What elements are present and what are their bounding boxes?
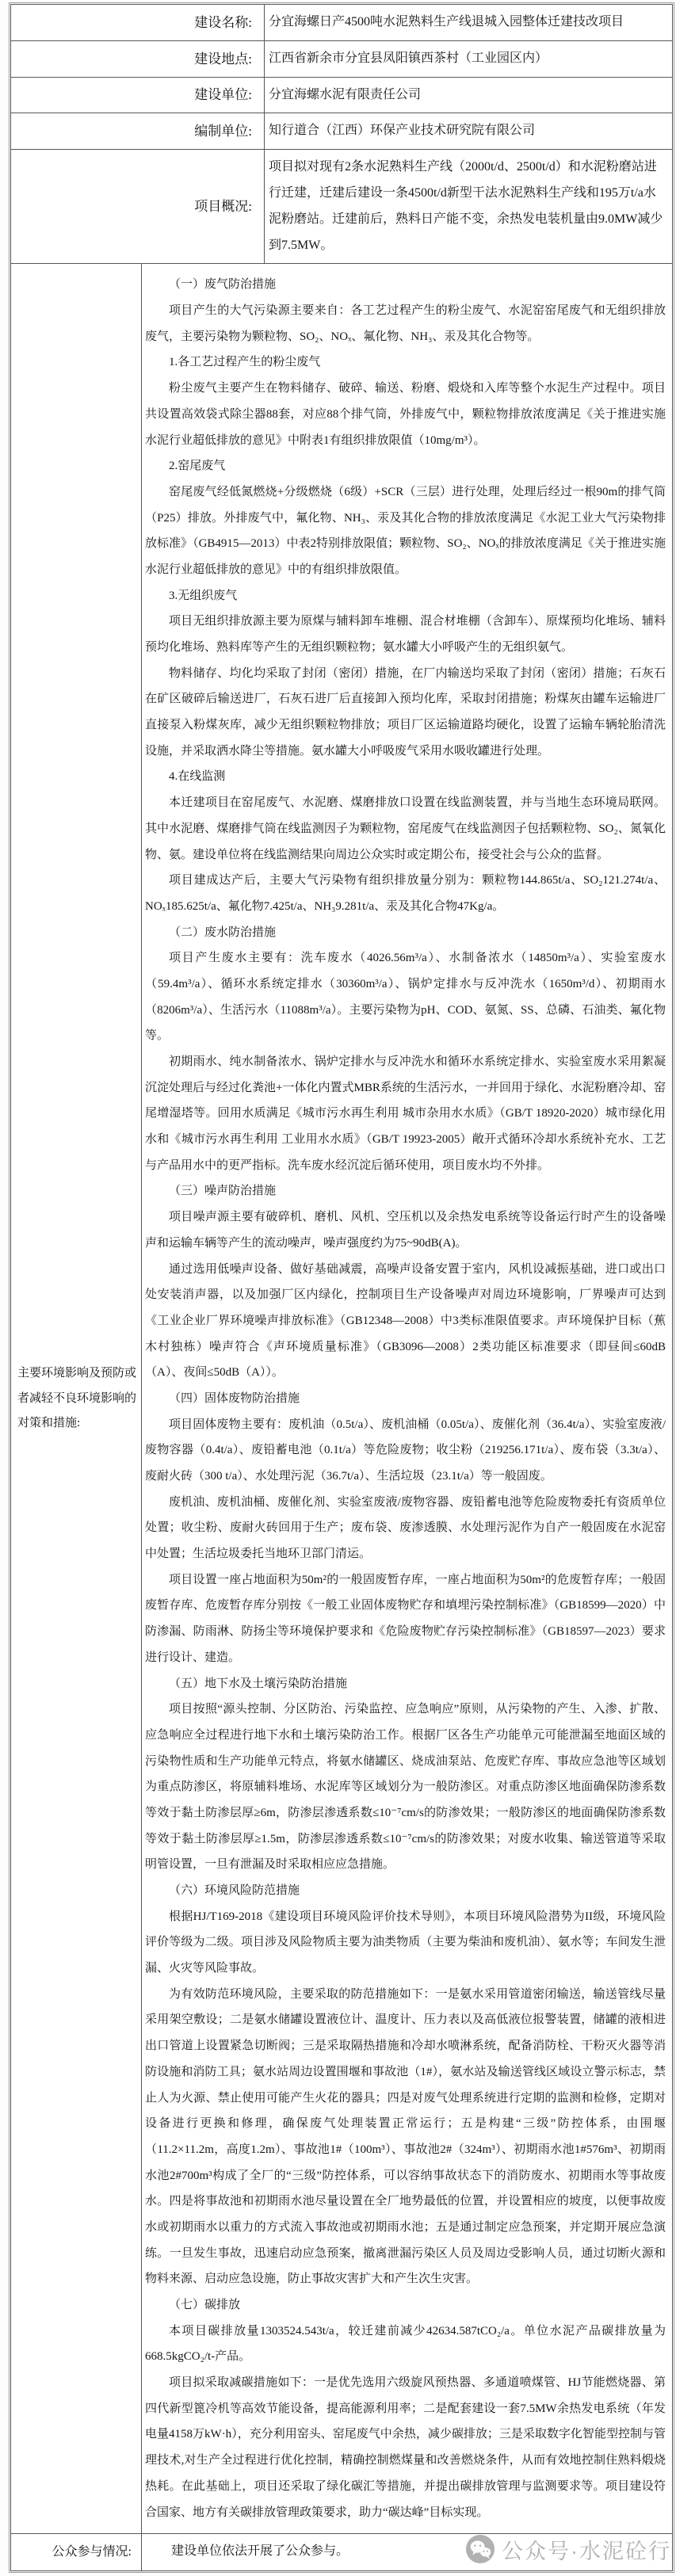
environmental-measures-label: 主要环境影响及预防或者减轻不良环境影响的对策和措施: xyxy=(11,264,142,2533)
measure-paragraph: 4.在线监测 xyxy=(169,770,226,784)
measure-paragraph: 废机油、废机油桶、废催化剂、实验室废液/废物容器、废铅蓄电池等危险废物委托有资质单位处置；收尘粉、废耐火砖回用于生产；废布袋、废渗透膜、水处理污泥作为自产一般固废在水泥窑中处置；生活垃圾委托当地环卫部门清运。 xyxy=(145,1495,666,1561)
measure-paragraph: 本迁建项目在窑尾废气、水泥磨、煤磨排放口设置在线监测装置，并与当地生态环境局联网。其中水泥磨、煤磨排气筒在线监测因子为颗粒物，窑尾废气在线监测因子包括颗粒物、SO₂、氮氧化物、氨。建设单位将在线监测结果向周边公众实时或定期公布，接受社会与公众的监督。 xyxy=(145,796,666,861)
measure-paragraph: 本项目碳排放量1303524.543t/a，较迁建前减少42634.587tCO₂/a。单位水泥产品碳排放量为668.5kgCO₂/t-产品。 xyxy=(145,2324,666,2364)
measure-paragraph: （四）固体废物防治措施 xyxy=(169,1391,300,1405)
construction-unit-value: 分宜海螺水泥有限责任公司 xyxy=(269,87,422,101)
measure-paragraph: 项目按照“源头控制、分区防治、污染监控、应急响应”原则，从污染物的产生、入渗、扩散、应急响应全过程进行地下水和土壤污染防治工作。根据厂区各生产功能单元可能泄漏至地面区域的污染物性质和生产功能单元特点，将氨水储罐区、烧成油泵站、危废贮存库、事故应急池等区域划为重点防渗区，将原辅料堆场、水泥库等区域划分为一般防渗区。对重点防渗区地面确保防渗系数等效于黏土防渗层厚≥6m，防渗层渗透系数≤10⁻⁷cm/s的防渗效果；一般防渗区的地面确保防渗系数等效于黏土防渗层厚≥1.5m，防渗层渗透系数≤10⁻⁷cm/s的防渗效果；对废水收集、输送管道等采取明管设置，一旦有泄漏及时采取相应应急措施。 xyxy=(145,1703,666,1872)
construction-unit-label: 建设单位: xyxy=(11,78,265,113)
eia-announcement-table xyxy=(10,4,673,2571)
measure-paragraph: 项目无组织排放源主要为原煤与辅料卸车堆棚、混合材堆棚（含卸车）、原煤预均化堆场、辅料预均化堆场、熟料库等产生的无组织颗粒物；氨水罐大小呼吸产生的无组织氨气。 xyxy=(145,615,666,654)
row-construction-unit xyxy=(11,78,672,114)
measure-paragraph: （三）噪声防治措施 xyxy=(169,1185,277,1198)
measures-content xyxy=(142,264,672,2533)
project-location-label: 建设地点: xyxy=(11,41,265,77)
measure-paragraph: （二）废水防治措施 xyxy=(169,925,277,939)
measure-paragraph: （七）碳排放 xyxy=(169,2299,241,2311)
measure-paragraph: 项目建成达产后，主要大气污染物有组织排放量分别为：颗粒物144.865t/a、SO₂121.274t/a、NOₓ185.625t/a、氟化物7.425t/a、NH₃9.281t/a、汞及其化合物47Kg/a。 xyxy=(145,874,666,913)
measure-paragraph: 2.窑尾废气 xyxy=(169,460,226,473)
row-public-participation xyxy=(11,2534,672,2570)
measure-paragraph: 项目设置一座占地面积为50m²的一般固废暂存库，一座占地面积为50m²的危废暂存库；一般固废暂存库、危废暂存库分别按《一般工业固体废物贮存和填埋污染控制标准》（GB18599—2020）中防渗漏、防雨淋、防扬尘等环境保护要求和《危险废物贮存污染控制标准》（GB18597—2023）要求进行设计、建造。 xyxy=(145,1573,666,1664)
row-project-overview xyxy=(11,150,672,264)
measure-paragraph: （一）废气防治措施 xyxy=(169,278,277,292)
measure-paragraph: （五）地下水及土壤污染防治措施 xyxy=(169,1677,348,1690)
project-location-value: 江西省新余市分宜县凤阳镇西茶村（工业园区内） xyxy=(269,51,548,65)
measure-paragraph: 项目产生的大气污染源主要来自：各工艺过程产生的粉尘废气、水泥窑窑尾废气和无组织排放废气，主要污染物为颗粒物、SO₂、NOₓ、氟化物、NH₃、汞及其化合物等。 xyxy=(145,304,666,343)
project-overview-label: 项目概况: xyxy=(11,150,265,263)
measure-paragraph: 项目产生废水主要有：洗车废水（4026.56m³/a）、水制备浓水（14850m³/a）、实验室废水（59.4m³/a）、循环水系统定排水（30360m³/a）、锅炉定排水与反冲洗水（1650m³/d）、初期雨水（8206m³/a）、生活污水（11088m³/a）。主要污染物为pH、COD、氨氮、SS、总磷、石油类、氟化物等。 xyxy=(145,952,666,1043)
measure-paragraph: 1.各工艺过程产生的粉尘废气 xyxy=(169,356,321,369)
measure-paragraph: 通过选用低噪声设备、做好基础减震，高噪声设备安置于室内，风机设减振基础，进口或出口处安装消声器，以及加强厂区内绿化，控制项目生产设备噪声对周边环境影响，厂界噪声可达到《工业企业厂界环境噪声排放标准》（GB12348—2008）中3类标准限值要求。声环境保护目标（蕉木村独栋）噪声符合《声环境质量标准》（GB3096—2008）2类功能区标准要求（即昼间≤60dB（A）、夜间≤50dB（A））。 xyxy=(145,1262,666,1380)
public-participation-value xyxy=(142,2534,672,2570)
project-name-label: 建设名称: xyxy=(11,5,265,40)
project-name-value: 分宜海螺日产4500吨水泥熟料生产线退城入园整体迁建技改项目 xyxy=(269,15,624,29)
row-compiling-unit xyxy=(11,113,672,150)
measure-paragraph: 项目噪声源主要有破碎机、磨机、风机、空压机以及余热发电系统等设备运行时产生的设备噪声和运输车辆等产生的流动噪声，噪声强度约为75~90dB(A)。 xyxy=(145,1211,666,1250)
measure-paragraph: 物料储存、均化均采取了封闭（密闭）措施，在厂内输送均采取了封闭（密闭）措施；石灰石在矿区破碎后输送进厂，石灰石进厂后直接卸入预均化库，采取封闭措施；粉煤灰由罐车运输进厂直接泵入粉煤灰库，减少无组织颗粒物排放；项目厂区运输道路均硬化，设置了运输车辆轮胎清洗设施，并采取洒水降尘等措施。氨水罐大小呼吸废气采用水吸收罐进行处理。 xyxy=(145,666,666,758)
measure-paragraph: 根据HJ/T169-2018《建设项目环境风险评价技术导则》，本项目环境风险潜势为II级，环境风险评价等级为二级。项目涉及风险物质主要为油类物质（主要为柴油和废机油）、氨水等；车间发生泄漏、火灾等风险事故。 xyxy=(145,1910,666,1975)
public-participation-label: 公众参与情况: xyxy=(11,2534,142,2570)
measure-paragraph: 3.无组织废气 xyxy=(169,589,238,602)
row-project-name xyxy=(11,5,672,41)
measure-paragraph: 项目固体废物主要有：废机油（0.5t/a）、废机油桶（0.05t/a）、废催化剂（36.4t/a）、实验室废液/废物容器（0.4t/a）、废铅蓄电池（0.1t/a）等危险废物；收尘粉（219256.171t/a）、废布袋（3.3t/a）、废耐火砖（300 t/a）、水处理污泥（36.7t/a）、生活垃圾（23.1t/a）等一般固废。 xyxy=(145,1418,666,1483)
measure-paragraph: 初期雨水、纯水制备浓水、锅炉定排水与反冲洗水和循环水系统定排水、实验室废水采用絮凝沉淀处理后与经过化粪池+一体化内置式MBR系统的生活污水，一并回用于绿化、水泥粉磨冷却、窑尾增湿塔等。回用水质满足《城市污水再生利用 城市杂用水水质》（GB/T 18920-2020）城市绿化用水和《城市污水再生利用 工业用水水质》（GB/T 19923-2005）敞开式循环冷却水系统补充水、工艺与产品用水中的更严指标。洗车废水经沉淀后循环使用，项目废水均不外排。 xyxy=(145,1055,666,1172)
measure-paragraph: 为有效防范环境风险，主要采取的防范措施如下：一是氨水采用管道密闭输送，输送管线尽量采用架空敷设；二是氨水储罐设置液位计、温度计、压力表以及高低液位报警装置，储罐的液相进出口管道上设置紧急切断阀；三是采取隔热措施和冷却水喷淋系统，配备消防栓、干粉灭火器等消防设施和消防工具；氨水站周边设置围堰和事故池（1#），氨水站及输送管线区域设立警示标志，禁止人为火源、禁止使用可能产生火花的器具；四是对废气处理系统进行定期的监测和检修，定期对设备进行更换和修理，确保废气处理装置正常运行；五是构建“三级”防控体系，由围堰（11.2×11.2m，高度1.2m）、事故池1#（100m³）、事故池2#（324m³）、初期雨水池1#576m³、初期雨水池2#700m³构成了全厂的“三级”防控体系，可以容纳事故状态下的消防废水、初期雨水等事故废水。四是将事故池和初期雨水池尽量设置在全厂地势最低的位置，并设置相应的坡度，以便事故废水或初期雨水以重力的方式流入事故池或初期雨水池；五是通过制定应急预案，并定期开展应急演练。一旦发生事故，迅速启动应急预案，撤离泄漏污染区人员及周边受影响人员，通过切断火源和物料来源、启动应急设施，防止事故灾害扩大和产生次生灾害。 xyxy=(145,1987,666,2286)
public-participation-text: 建设单位依法开展了公众参与。 xyxy=(171,2544,349,2559)
measure-paragraph: 粉尘废气主要产生在物料储存、破碎、输送、粉磨、煅烧和入库等整个水泥生产过程中。项目共设置高效袋式除尘器88套，对应88个排气筒，外排废气中，颗粒物排放浓度满足《关于推进实施水泥行业超低排放的意见》中附表1有组织排放限值（10mg/m³）。 xyxy=(145,382,666,447)
measure-paragraph: 窑尾废气经低氮燃烧+分级燃烧（6级）+SCR（三层）进行处理，处理后经过一根90m的排气筒（P25）排放。外排废气中，氟化物、NH₃、汞及其化合物的排放浓度满足《水泥工业大气污染物排放标准》（GB4915—2013）中表2特别排放限值；颗粒物、SO₂、NOₓ的排放浓度满足《关于推进实施水泥行业超低排放的意见》中的有组织排放限值。 xyxy=(145,485,666,576)
project-overview-value: 项目拟对现有2条水泥熟料生产线（2000t/d、2500t/d）和水泥粉磨站进行迁建，迁建后建设一条4500t/d新型干法水泥熟料生产线和195万t/a水泥粉磨站。迁建前后，熟料日产能不变，余热发电装机量由9.0MW减少到7.5MW。 xyxy=(269,160,663,252)
compiling-unit-value: 知行道合（江西）环保产业技术研究院有限公司 xyxy=(269,124,536,138)
watermark-text: 公众号·水泥砼行 xyxy=(502,2539,671,2563)
measure-paragraph: （六）环境风险防范措施 xyxy=(169,1884,300,1897)
compiling-unit-label: 编制单位: xyxy=(11,113,265,149)
row-project-location xyxy=(11,41,672,78)
measure-paragraph: 项目拟采取减碳措施如下：一是优先选用六级旋风预热器、多通道喷煤管、HJ节能燃烧器、第四代新型篦冷机等高效节能设备，提高能源利用率；二是配套建设一套7.5MW余热发电系统（年发电量4158万kW·h），充分利用窑头、窑尾废气中余热，减少碳排放；三是采取数字化智能型控制与管理技术,对生产全过程进行优化控制，精确控制燃煤量和改善燃烧条件，从而有效地控制住熟料煅烧热耗。在此基础上，项目还采取了绿化碳汇等措施，并提出碳排放管理与监测要求等。项目建设符合国家、地方有关碳排放管理政策要求，助力“碳达峰”目标实现。 xyxy=(145,2376,666,2519)
row-environmental-measures xyxy=(11,264,672,2534)
